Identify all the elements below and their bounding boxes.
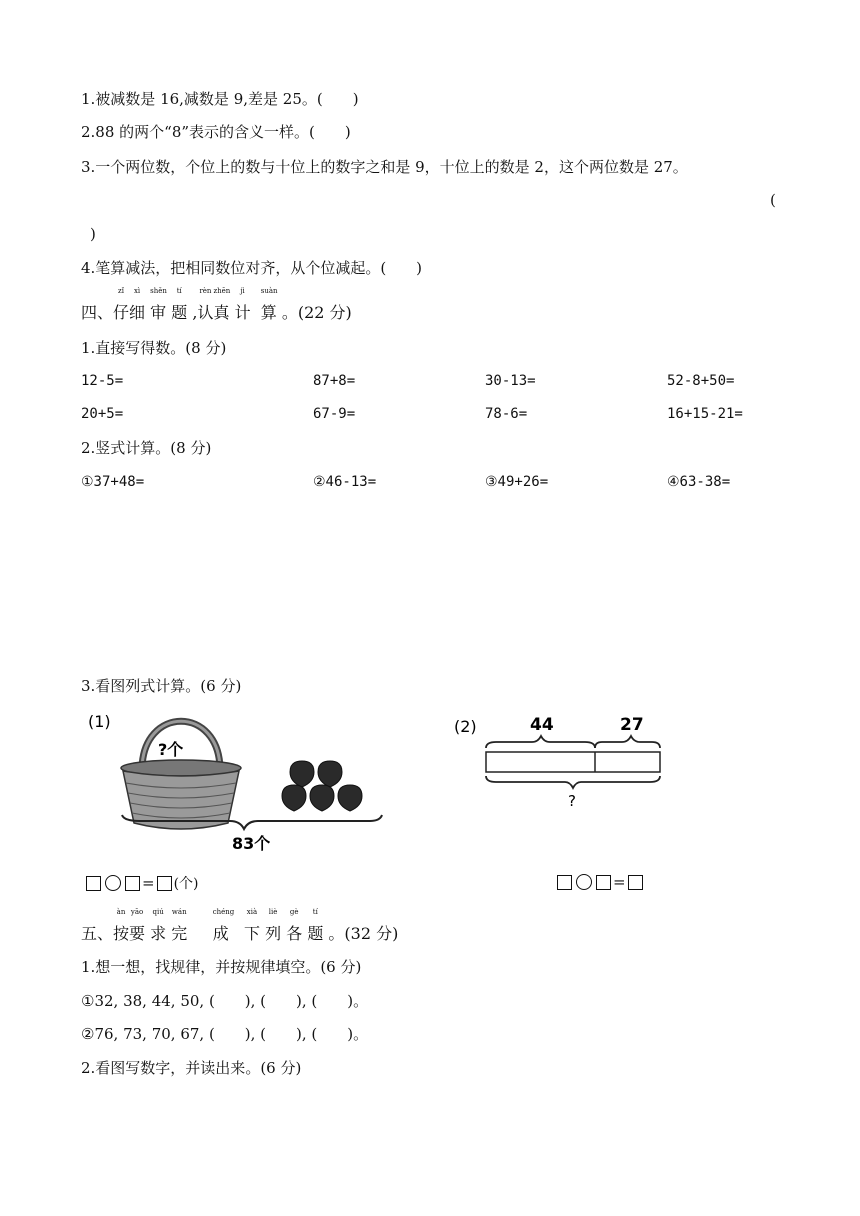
judge-question-3-open-paren: ( <box>770 191 776 209</box>
basket-question-label: ?个 <box>158 740 184 759</box>
figure-1-basket <box>80 705 400 855</box>
answer-box[interactable] <box>125 876 140 891</box>
calc-item: 20+5= <box>81 406 124 422</box>
answer-box[interactable] <box>628 875 643 890</box>
answer-box[interactable] <box>557 875 572 890</box>
vertical-calc-item: ④63-38= <box>667 474 731 490</box>
ruby-char: zǐ 仔 <box>113 287 130 322</box>
right-brace <box>595 736 660 748</box>
ruby-char: jì 计 <box>234 287 251 322</box>
section-5-heading <box>81 908 399 944</box>
strawberries-group <box>282 761 362 811</box>
answer-box[interactable] <box>596 875 611 890</box>
ruby-char: yāo 要 <box>129 908 146 943</box>
ruby-char: rèn 认 <box>197 287 214 322</box>
section-4-score: 。(22 分) <box>281 303 352 322</box>
right-value-label: 27 <box>620 715 644 735</box>
operator-circle[interactable] <box>105 875 121 891</box>
ruby-char: zhēn 真 <box>213 287 231 322</box>
part-3-title: 3.看图列式计算。(6 分) <box>81 677 242 695</box>
ruby-char: qiú 求 <box>150 908 167 943</box>
calc-item: 52-8+50= <box>667 373 735 389</box>
strawberry <box>290 761 314 787</box>
judge-question-3: 3.一个两位数，个位上的数与十位上的数字之和是 9，十位上的数是 2，这个两位数是 27。 <box>81 158 688 176</box>
ruby-char: chéng 成 <box>212 908 235 943</box>
calc-item: 78-6= <box>485 406 528 422</box>
vertical-calc-item: ①37+48= <box>81 474 145 490</box>
calc-item: 87+8= <box>313 373 356 389</box>
vertical-calc-item: ②46-13= <box>313 474 377 490</box>
judge-question-2: 2.88 的两个“8”表示的含义一样。( ) <box>81 123 351 141</box>
strawberry <box>338 785 362 811</box>
left-value-label: 44 <box>530 715 554 735</box>
calc-item: 16+15-21= <box>667 406 743 422</box>
bottom-brace <box>486 776 660 788</box>
ruby-char: àn 按 <box>113 908 130 943</box>
ruby-char: xì 细 <box>129 287 146 322</box>
calc-item: 12-5= <box>81 373 124 389</box>
ruby-char: gè 各 <box>286 908 303 943</box>
sequence-2: ②76, 73, 70, 67, ( ), ( ), ( )。 <box>81 1025 369 1043</box>
question-mark-label: ? <box>568 792 576 810</box>
answer-box[interactable] <box>86 876 101 891</box>
ruby-char: wán 完 <box>171 908 188 943</box>
ruby-char: xià 下 <box>243 908 260 943</box>
ruby-char: tí 题 <box>171 287 188 322</box>
section-4-heading: 四、 zǐ 仔 xì 细 shěn 审 tí 题 , rèn 认 zhēn 真 jì 计 suàn 算 。(22 分) <box>81 287 352 322</box>
strawberry <box>318 761 342 787</box>
answer-row-1 <box>84 873 199 893</box>
unit-label: (个) <box>173 876 199 892</box>
ruby-char: suàn 算 <box>260 287 278 322</box>
strawberry <box>282 785 306 811</box>
vertical-calc-item: ③49+26= <box>485 474 549 490</box>
judge-question-4: 4.笔算减法，把相同数位对齐，从个位减起。( ) <box>81 259 423 277</box>
strawberry <box>310 785 334 811</box>
calc-item: 30-13= <box>485 373 536 389</box>
ruby-char: liè 列 <box>265 908 282 943</box>
section-5-score: 。(32 分) <box>328 924 399 943</box>
figure-2-bar-diagram <box>450 708 670 818</box>
section-5-prefix: 五、 <box>81 924 114 943</box>
judge-question-1: 1.被减数是 16,减数是 9,差是 25。( ) <box>81 90 359 108</box>
section-4-prefix: 四、 <box>81 303 114 322</box>
total-label: 83个 <box>232 834 271 853</box>
ruby-char: shěn 审 <box>150 287 167 322</box>
operator-circle[interactable] <box>576 874 592 890</box>
equals-sign: = <box>613 873 626 891</box>
equals-sign: = <box>142 874 155 892</box>
calc-item: 67-9= <box>313 406 356 422</box>
figure-1-label: (1) <box>88 712 111 731</box>
part-2-title: 2.竖式计算。(8 分) <box>81 439 212 457</box>
ruby-char: tí 题 <box>307 908 324 943</box>
left-brace <box>486 736 595 748</box>
answer-row-2 <box>555 873 645 891</box>
section-5-part-2-title: 2.看图写数字，并读出来。(6 分) <box>81 1059 302 1077</box>
answer-box[interactable] <box>157 876 172 891</box>
part-1-title: 1.直接写得数。(8 分) <box>81 339 227 357</box>
bar-rectangle <box>486 752 660 772</box>
judge-question-3-close-paren: ) <box>90 225 96 243</box>
section-5-part-1-title: 1.想一想，找规律，并按规律填空。(6 分) <box>81 958 362 976</box>
sequence-1: ①32, 38, 44, 50, ( ), ( ), ( )。 <box>81 992 369 1010</box>
figure-2-label: (2) <box>454 717 477 736</box>
